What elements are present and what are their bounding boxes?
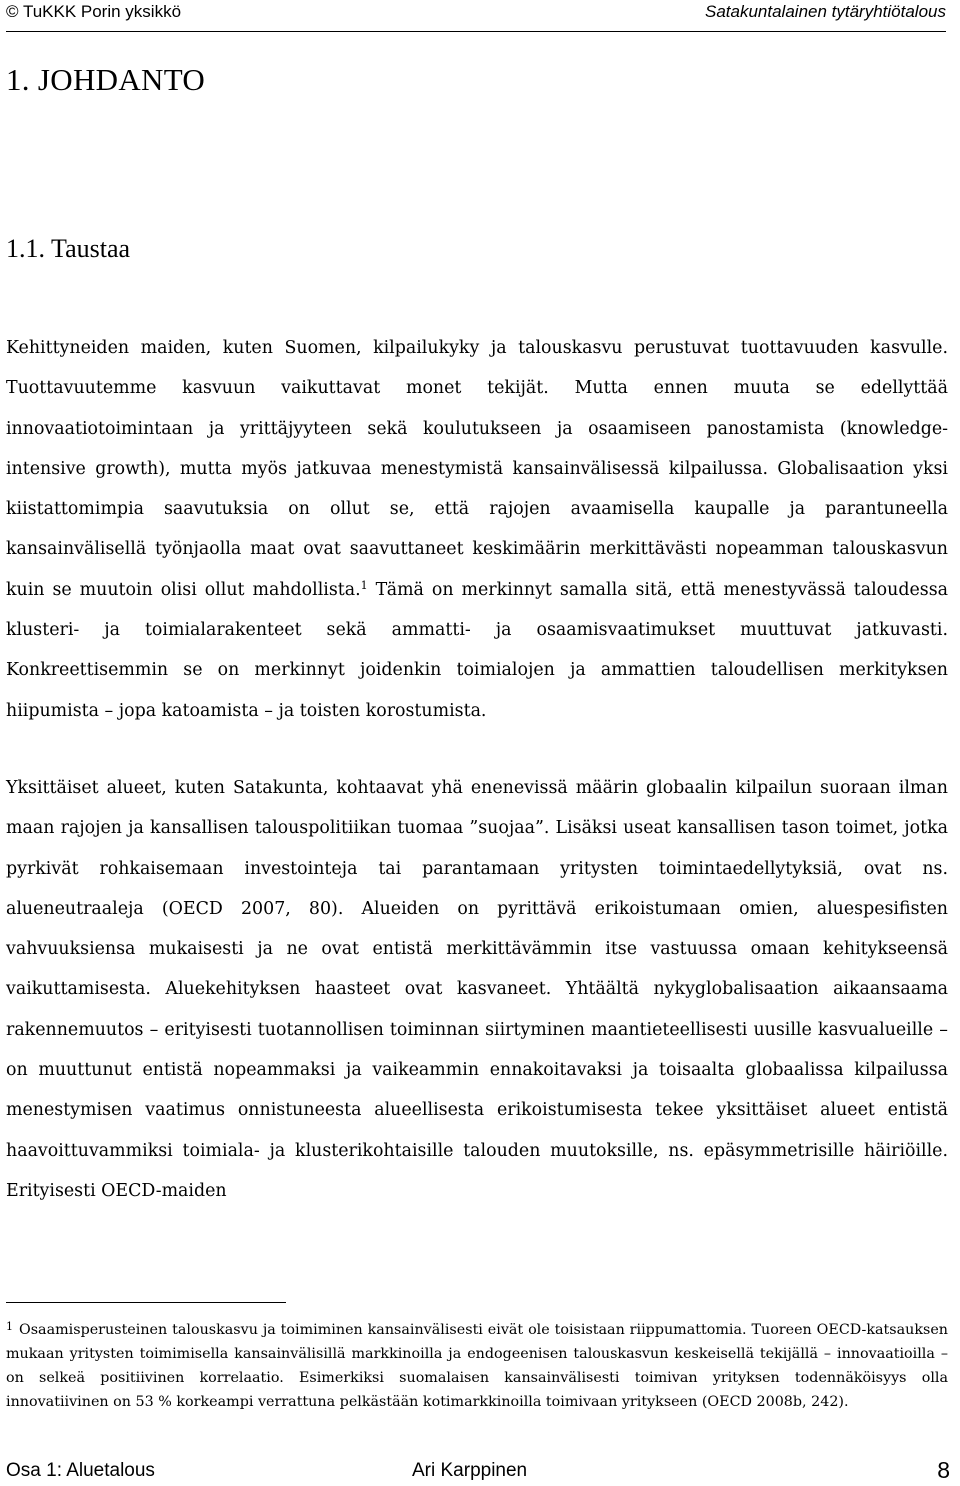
page-header xyxy=(6,2,946,32)
paragraph-1-text-a: Kehittyneiden maiden, kuten Suomen, kilpailukyky ja talouskasvu perustuvat tuottavuuden kasvulle. Tuottavuutemme kasvuun vaikuttavat monet tekijät. Mutta ennen muuta se edellyttää innovaatiotoimintaan ja yrittäjyyteen sekä koulutukseen ja osaamiseen panostamista (knowledge-intensive growth), mutta myös jatkuvaa menestymistä kansainvälisessä kilpailussa. Globalisaation yksi kiistattomimpia saavutuksia on ollut se, että rajojen avaamisella kaupalle ja parantuneella kansainvälisellä työnjaolla maat ovat saavuttaneet keskimäärin merkittävästi nopeamman talouskasvun kuin se muutoin olisi ollut mahdollista. xyxy=(6,338,948,600)
header-divider xyxy=(6,31,946,32)
footnote-reference[interactable]: 1 xyxy=(360,578,368,592)
footnote-divider xyxy=(6,1302,286,1303)
body-paragraph-1 xyxy=(6,328,948,731)
footnote-number: 1 xyxy=(6,1320,13,1333)
page-footer xyxy=(6,1457,950,1486)
header-left-text: © TuKKK Porin yksikkö xyxy=(6,2,182,21)
footer-left-text: Osa 1: Aluetalous xyxy=(6,1460,155,1481)
paragraph-1-text-b: Tämä on merkinnyt samalla sitä, että menestyvässä taloudessa klusteri- ja toimialarakenteet sekä ammatti- ja osaamisvaatimukset muuttuvat jatkuvasti. Konkreettisemmin se on merkinnyt joidenkin toimialojen ja ammattien taloudellisen merkityksen hiipumista – jopa katoamista – ja toisten korostumista. xyxy=(6,579,948,721)
footer-author: Ari Karppinen xyxy=(412,1460,528,1481)
paragraph-2-text: Yksittäiset alueet, kuten Satakunta, kohtaavat yhä enenevissä määrin globaalin kilpailun suoraan ilman maan rajojen ja kansallisen talouspolitiikan tuomaa ”suojaa”. Lisäksi useat kansallisen tason toimet, jotka pyrkivät rohkaisemaan investointeja tai parantamaan yritysten toimintaedellytyksiä, ovat ns. alueneutraaleja (OECD 2007, 80). Alueiden on pyrittävä erikoistumaan omien, aluespesifisten vahvuuksiensa mukaisesti ja ne ovat entistä merkittävämmin itse vastuussa omaan kehitykseensä vaikuttamisesta. Aluekehityksen haasteet ovat kasvaneet. Yhtäältä nykyglobalisaation aikaansaama rakennemuutos – erityisesti tuotannollisen toiminnan siirtyminen maantieteellisesti uusille kasvualueille – on muuttunut entistä nopeammaksi ja vaikeammin ennakoitavaksi ja toisaalta globaalissa kilpailussa menestymisen vaatimus onnistuneesta alueellisesta erikoistumisesta tekee yksittäiset alueet entistä haavoittuvammiksi toimiala- ja klusterikohtaisille talouden muutoksille, ns. epäsymmetrisille häiriöille. Erityisesti OECD-maiden xyxy=(6,778,948,1201)
chapter-heading: 1. JOHDANTO xyxy=(6,62,206,97)
header-right-text: Satakuntalainen tytäryhtiötalous xyxy=(705,2,946,21)
page-number: 8 xyxy=(937,1457,950,1483)
body-paragraph-2 xyxy=(6,768,948,1211)
footnote xyxy=(6,1318,948,1414)
section-heading: 1.1. Taustaa xyxy=(6,234,131,263)
footnote-text: Osaamisperusteinen talouskasvu ja toimiminen kansainvälisesti eivät ole toisistaan riippumattomia. Tuoreen OECD-katsauksen mukaan yritysten toimimisella kansainvälisillä markkinoilla ja endogeenisen talouskasvun keskeisellä tekijällä – innovaatioilla – on selkeä positiivinen korrelaatio. Esimerkiksi suomalaisen kansainvälisesti toimivan yrityksen todennäköisyys olla innovatiivinen on 53 % korkeampi verrattuna pelkästään kotimarkkinoilla toimivaan yritykseen (OECD 2008b, 242). xyxy=(6,1322,948,1411)
